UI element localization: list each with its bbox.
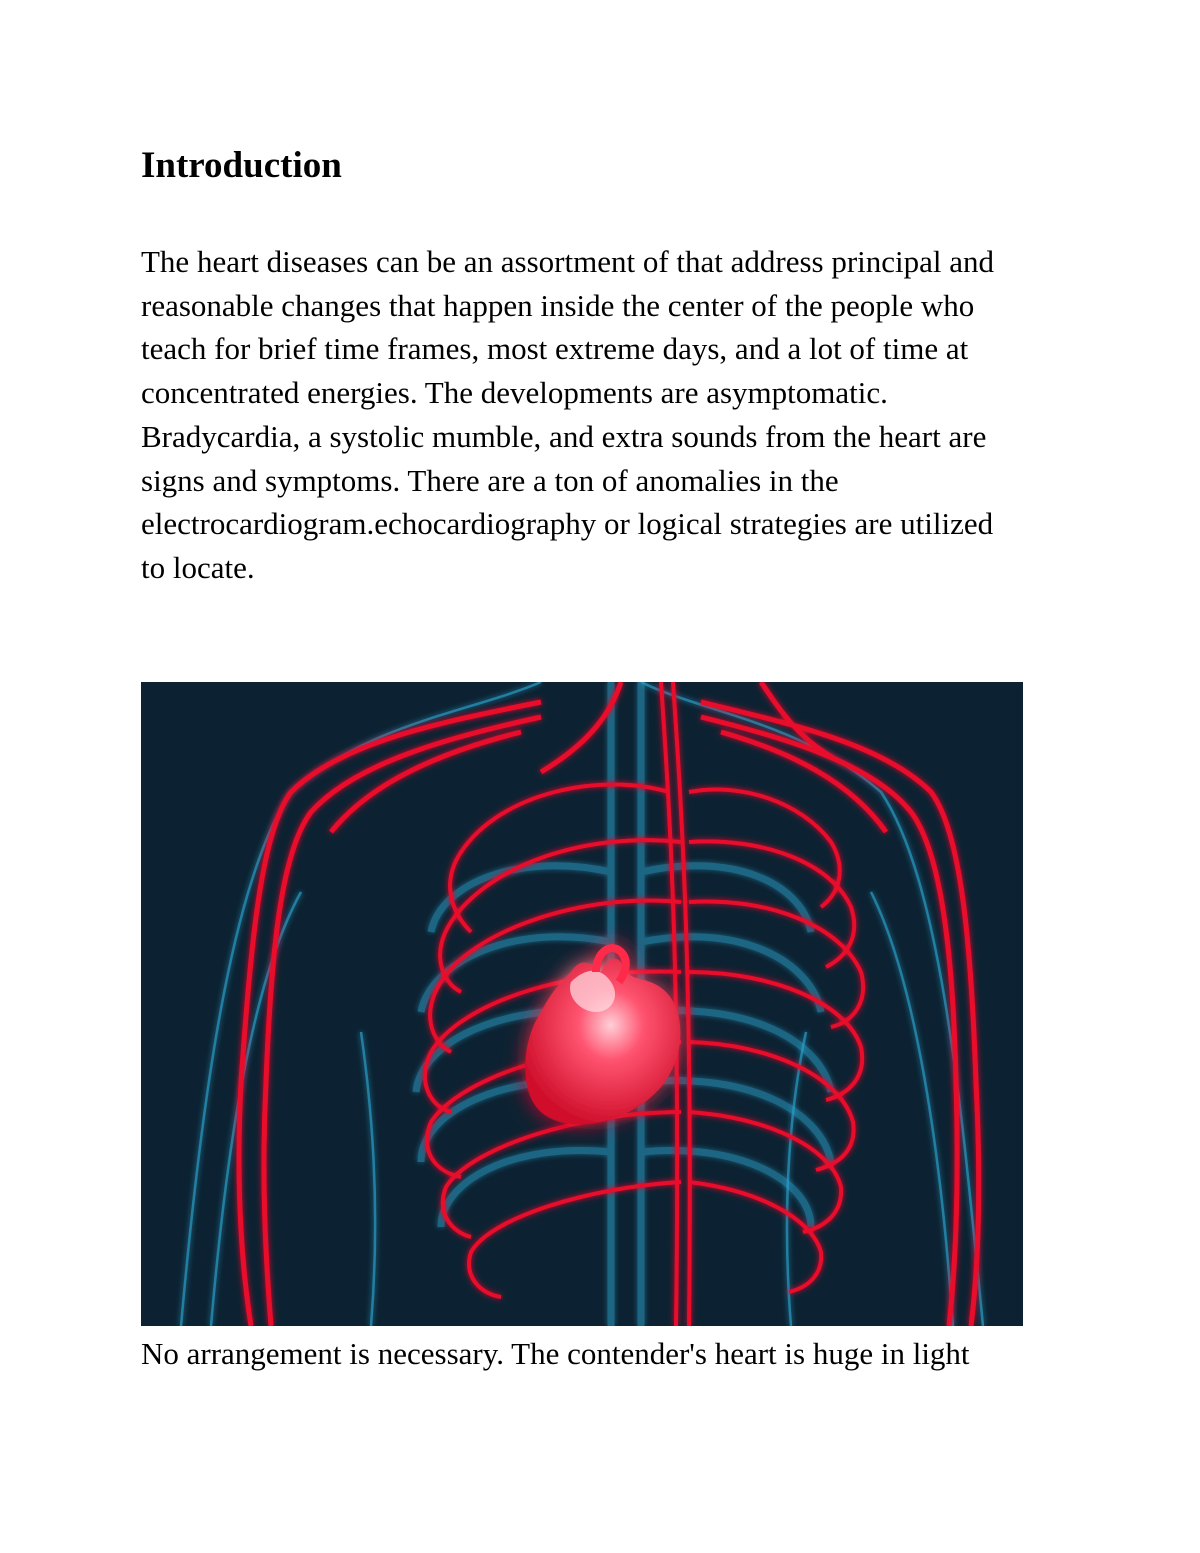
paragraph-line: electrocardiogram.echocardiography or logical strategies are utilized [141,506,994,542]
paragraph-line: reasonable changes that happen inside the center of the people who [141,287,975,323]
intro-paragraph [141,240,1081,590]
paragraph-line: concentrated energies. The developments are asymptomatic. [141,375,888,411]
paragraph-line: The heart diseases can be an assortment of that address principal and [141,244,995,279]
caption-text: No arrangement is necessary. The contender's heart is huge in light [141,1336,970,1371]
section-heading: Introduction [141,145,342,186]
paragraph-line: to locate. [141,549,255,585]
paragraph-line: teach for brief time frames, most extreme days, and a lot of time at [141,331,969,367]
paragraph-line: signs and symptoms. There are a ton of anomalies in the [141,462,839,498]
heart-illustration [141,682,1023,1326]
paragraph-line: Bradycardia, a systolic mumble, and extra sounds from the heart are [141,418,987,454]
